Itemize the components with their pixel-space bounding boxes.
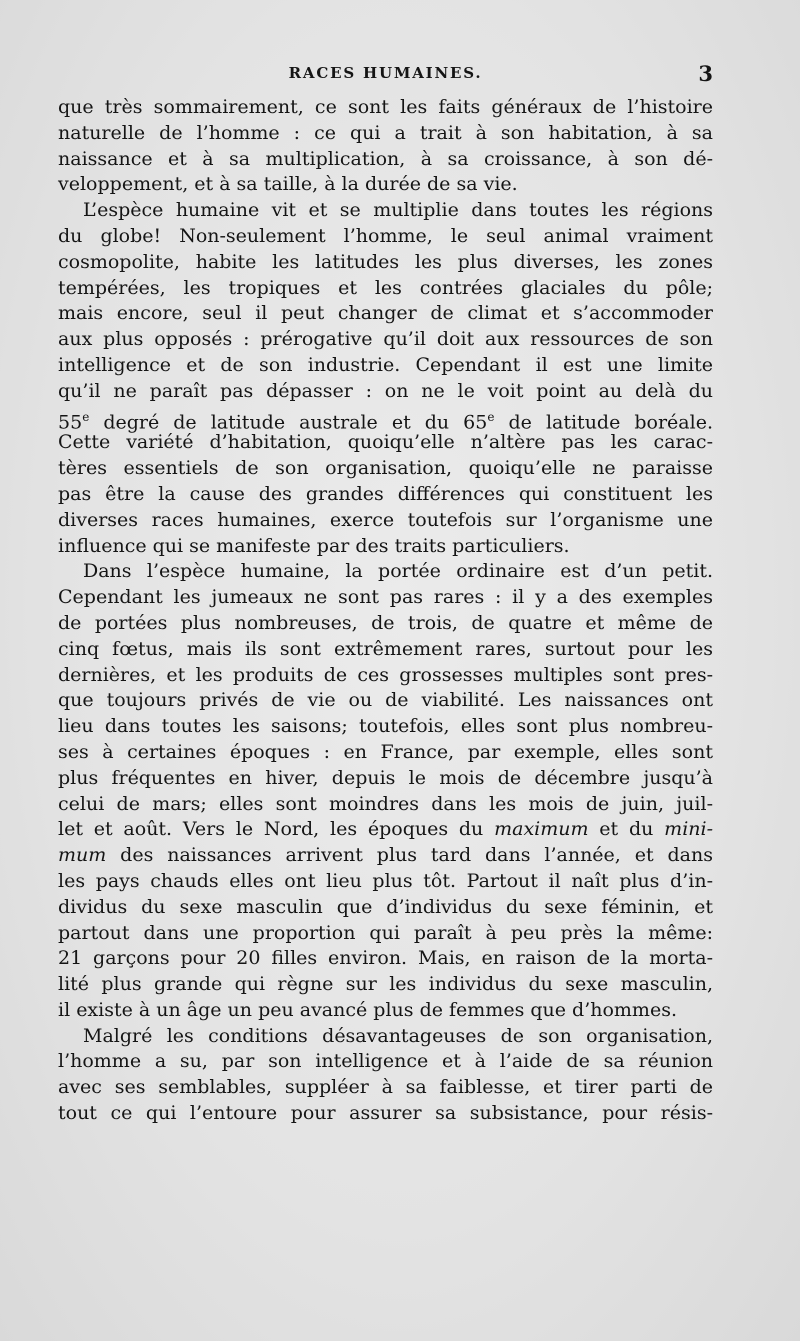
text-line: lieu dans toutes les saisons; toutefois, elles sont plus nombreu- [58,715,713,738]
text-line: de portées plus nombreuses, de trois, de quatre et même de [58,611,713,634]
text-line: veloppement, et à sa taille, à la durée de sa vie. [58,173,518,196]
text-line: naturelle de l’homme : ce qui a trait à son habitation, à sa [58,121,713,144]
text-line: L’espèce humaine vit et se multiplie dans toutes les régions [83,199,713,222]
text-line: diverses races humaines, exerce toutefois sur l’organisme une [58,508,713,531]
text-line: mais encore, seul il peut changer de climat et s’accommoder [58,302,713,325]
paragraph [58,559,713,1023]
text-line: du globe! Non-seulement l’homme, le seul animal vraiment [58,224,713,247]
body-text [58,95,713,1127]
page-number: 3 [698,61,713,86]
text-line: 55e degré de latitude australe et du 65e de latitude boréale. [58,409,713,433]
text-line: Cette variété d’habitation, quoiqu’elle n’altère pas les carac- [58,431,713,454]
running-head-title: RACES HUMAINES. [288,64,483,82]
text-line: lité plus grande qui règne sur les individus du sexe masculin, [58,973,713,996]
text-line: cosmopolite, habite les latitudes les plus diverses, les zones [58,250,713,273]
text-line: let et août. Vers le Nord, les époques du maximum et du mini- [58,818,713,841]
text-line: Dans l’espèce humaine, la portée ordinaire est d’un petit. [83,560,713,583]
paragraph [58,95,713,198]
text-line: que très sommairement, ce sont les faits généraux de l’histoire [58,96,713,118]
text-line: dernières, et les produits de ces grossesses multiples sont pres- [58,663,713,686]
text-line: celui de mars; elles sont moindres dans les mois de juin, juil- [58,792,713,815]
text-line: aux plus opposés : prérogative qu’il doit aux ressources de son [58,328,713,351]
text-line: Malgré les conditions désavantageuses de son organisation, [83,1024,713,1047]
text-line: plus fréquentes en hiver, depuis le mois de décembre jusqu’à [58,766,713,789]
text-line: mum des naissances arrivent plus tard dans l’année, et dans [58,844,713,867]
text-line: partout dans une proportion qui paraît à peu près la même: [58,921,713,944]
text-line: les pays chauds elles ont lieu plus tôt. Partout il naît plus d’in- [58,869,713,892]
text-line: Cependant les jumeaux ne sont pas rares : il y a des exemples [58,586,713,609]
paragraph [58,1024,713,1127]
text-line: l’homme a su, par son intelligence et à l’aide de sa réunion [58,1050,713,1073]
text-line: pas être la cause des grandes différences qui constituent les [58,482,713,505]
text-line: 21 garçons pour 20 filles environ. Mais, en raison de la morta- [58,947,713,970]
text-line: dividus du sexe masculin que d’individus du sexe féminin, et [58,895,713,918]
text-line: influence qui se manifeste par des traits particuliers. [58,534,570,557]
text-line: tempérées, les tropiques et les contrées glaciales du pôle; [58,276,713,299]
text-line: il existe à un âge un peu avancé plus de femmes que d’hommes. [58,998,677,1021]
text-line: tères essentiels de son organisation, quoiqu’elle ne paraisse [58,457,713,480]
text-line: cinq fœtus, mais ils sont extrêmement rares, surtout pour les [58,637,713,660]
text-line: intelligence et de son industrie. Cependant il est une limite [58,353,713,376]
text-line: que toujours privés de vie ou de viabilité. Les naissances ont [58,689,713,712]
running-head [58,61,713,91]
text-line: ses à certaines époques : en France, par exemple, elles sont [58,740,713,763]
paragraph [58,198,713,559]
text-line: tout ce qui l’entoure pour assurer sa subsistance, pour résis- [58,1102,713,1125]
text-line: qu’il ne paraît pas dépasser : on ne le voit point au delà du [58,379,713,402]
text-line: naissance et à sa multiplication, à sa croissance, à son dé- [58,147,713,170]
text-line: avec ses semblables, suppléer à sa faiblesse, et tirer parti de [58,1076,713,1099]
